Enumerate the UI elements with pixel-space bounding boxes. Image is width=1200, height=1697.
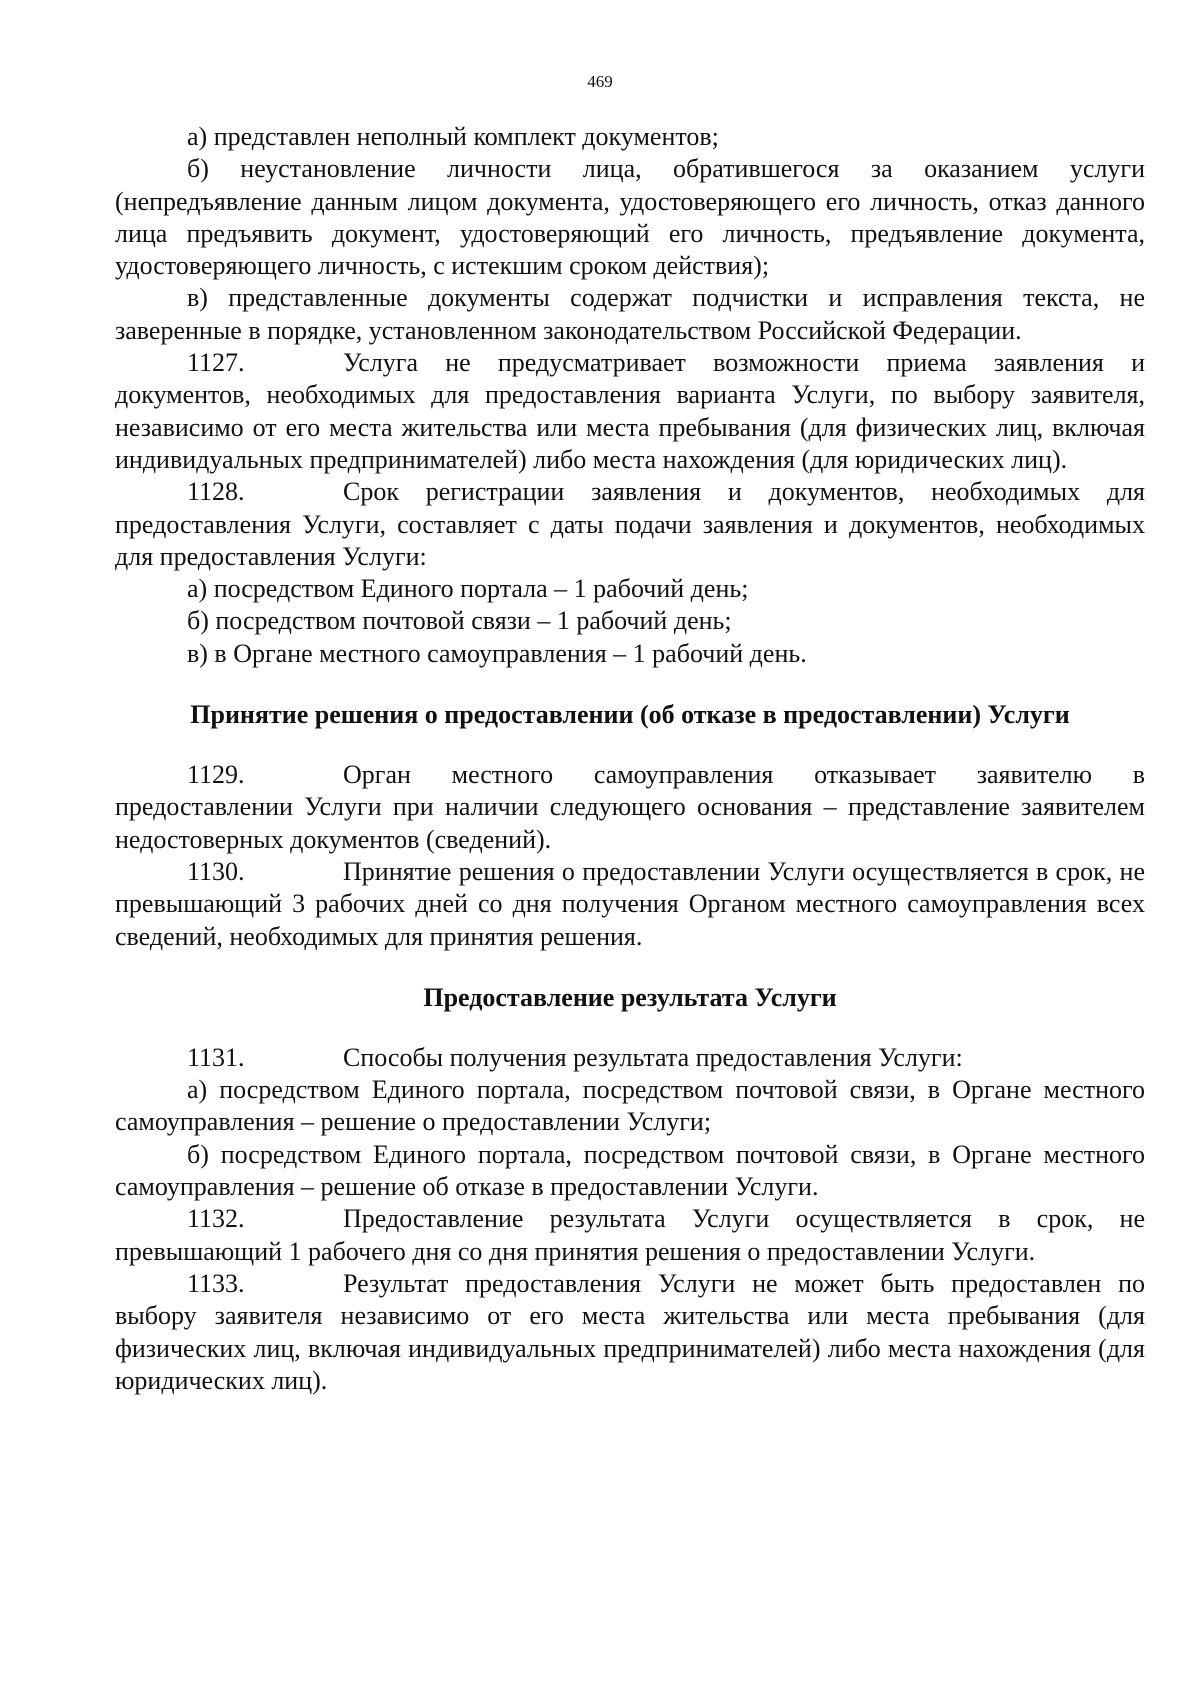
paragraph-text: Предоставление результата Услуги осуществляется в срок, не превышающий 1 рабочего дня со дня принятия решения о предоставлении Услуги. — [115, 1204, 1145, 1266]
paragraph — [115, 1268, 1145, 1397]
paragraph-number: 1130. — [187, 856, 245, 886]
spacer — [115, 731, 1145, 759]
paragraph — [115, 347, 1145, 476]
paragraph — [115, 121, 1145, 153]
paragraph — [115, 638, 1145, 670]
section-heading: Предоставление результата Услуги — [423, 982, 837, 1012]
paragraph-number: 1129. — [187, 760, 245, 790]
paragraph-number: 1132. — [187, 1204, 245, 1234]
document-body — [115, 121, 1145, 1397]
paragraph-text: б) посредством Единого портала, посредством почтовой связи, в Органе местного самоуправления – решение об отказе в предоставлении Услуги. — [115, 1139, 1145, 1202]
paragraph-number: 1131. — [187, 1042, 245, 1072]
paragraph — [115, 1203, 1145, 1268]
paragraph-text: Орган местного самоуправления отказывает заявителю в предоставлении Услуги при наличии следующего основания – представление заявителем недостоверных документов (сведений). — [115, 760, 1145, 854]
paragraph-text: в) представленные документы содержат подчистки и исправления текста, не заверенные в порядке, установленном законодательством Российской Федерации. — [115, 283, 1145, 345]
paragraph — [115, 153, 1145, 282]
paragraph-text: Срок регистрации заявления и документов, необходимых для предоставления Услуги, составляет с даты подачи заявления и документов, необходимых для предоставления Услуги: — [115, 477, 1145, 571]
paragraph-number: 1127. — [187, 348, 245, 378]
paragraph-text: б) неустановление личности лица, обратившегося за оказанием услуги (непредъявление данным лицом документа, удостоверяющего его личность, отказ данного лица предъявить документ, удостоверяющий его личность, предъявление документа, удостоверяющего личность, с истекшим сроком действия); — [115, 154, 1145, 281]
page-number: 469 — [587, 72, 613, 91]
paragraph — [115, 1074, 1145, 1139]
paragraph-number: 1133. — [187, 1268, 245, 1298]
paragraph-text: в) в Органе местного самоуправления – 1 рабочий день. — [187, 638, 807, 668]
paragraph — [115, 282, 1145, 347]
paragraph — [115, 1139, 1145, 1204]
paragraph-text: Способы получения результата предоставления Услуги: — [343, 1042, 963, 1072]
paragraph-text: Результат предоставления Услуги не может быть предоставлен по выбору заявителя независимо от его места жительства или места пребывания (для физических лиц, включая индивидуальных предпринимателей) либо места нахождения (для юридических лиц). — [115, 1268, 1145, 1395]
spacer — [115, 953, 1145, 982]
paragraph — [115, 605, 1145, 637]
paragraph-number: 1128. — [187, 477, 245, 507]
paragraph — [115, 759, 1145, 856]
paragraph-text: Услуга не предусматривает возможности приема заявления и документов, необходимых для предоставления варианта Услуги, по выбору заявителя, независимо от его места жительства или места пребывания (для физических лиц, включая индивидуальных предпринимателей) либо места нахождения (для юридических лиц). — [115, 348, 1145, 474]
section-heading: Принятие решения о предоставлении (об отказе в предоставлении) Услуги — [190, 700, 1070, 730]
paragraph — [115, 476, 1145, 573]
paragraph-text: а) представлен неполный комплект документов; — [187, 122, 719, 151]
paragraph — [115, 856, 1145, 953]
paragraph-text: Принятие решения о предоставлении Услуги осуществляется в срок, не превышающий 3 рабочих дней со дня получения Органом местного самоуправления всех сведений, необходимых для принятия решения. — [115, 856, 1145, 951]
paragraph-text: б) посредством почтовой связи – 1 рабочий день; — [187, 606, 732, 636]
paragraph — [115, 573, 1145, 605]
spacer — [115, 1014, 1145, 1042]
paragraph-text: а) посредством Единого портала – 1 рабочий день; — [187, 574, 749, 604]
spacer — [115, 670, 1145, 699]
paragraph — [115, 1042, 1145, 1074]
paragraph-text: а) посредством Единого портала, посредством почтовой связи, в Органе местного самоуправления – решение о предоставлении Услуги; — [115, 1075, 1145, 1137]
